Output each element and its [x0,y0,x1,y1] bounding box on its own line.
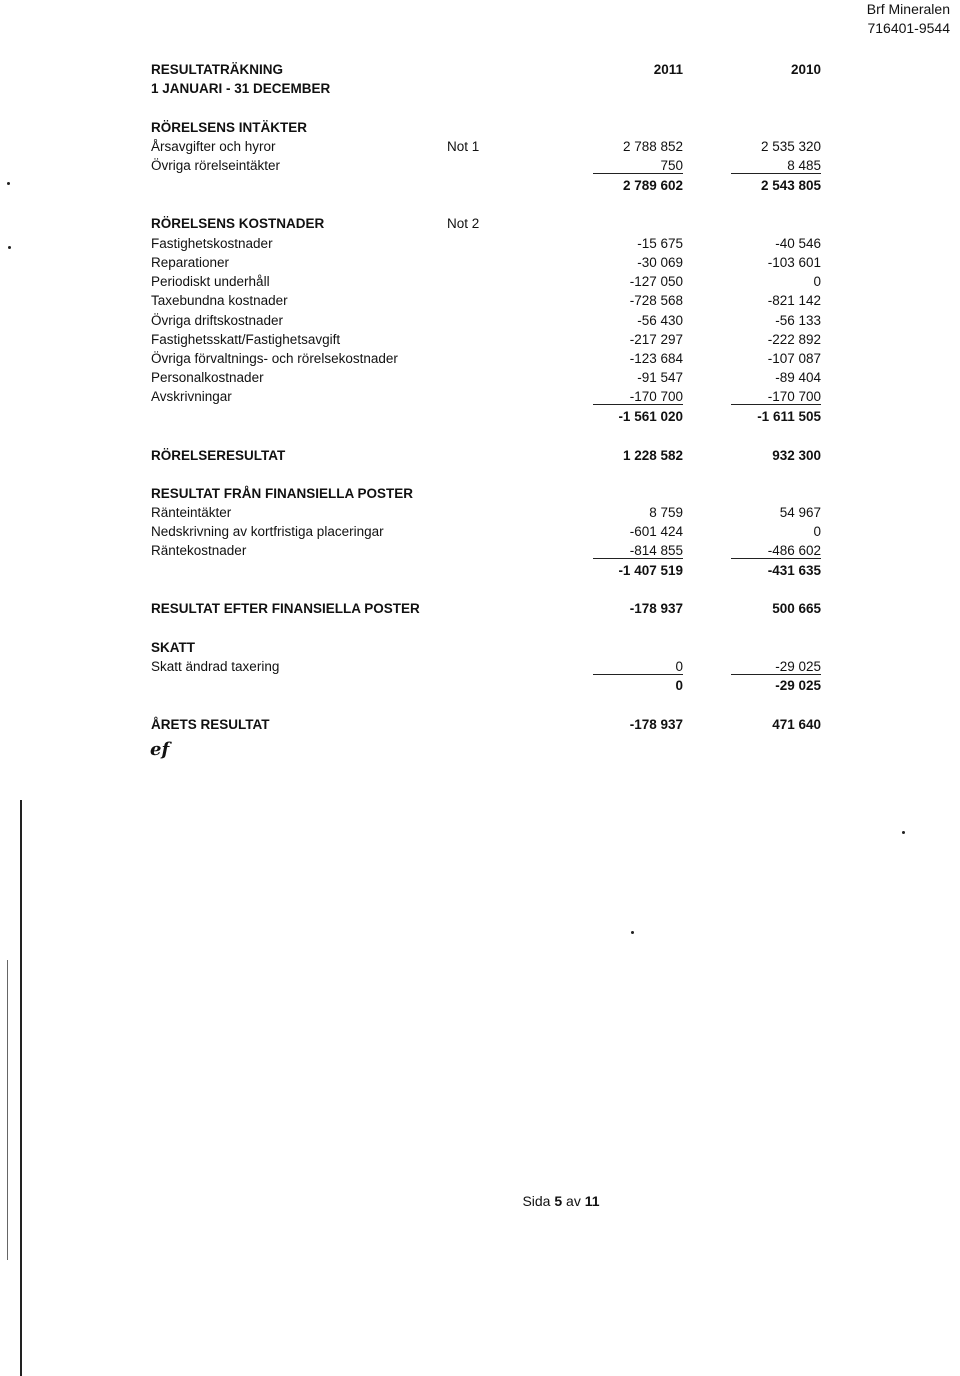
scan-dot [631,931,634,934]
page-total: 11 [584,1193,600,1209]
operating-result-2010: 932 300 [772,448,821,463]
cost-row-label: Övriga driftskostnader [151,313,284,328]
year-result-2011: -178 937 [629,717,683,732]
cost-row-2011: -170 700 [593,389,683,405]
cost-row-2011: -30 069 [637,255,683,270]
statement-period: 1 JANUARI - 31 DECEMBER [151,81,331,96]
financial-row-2010: 54 967 [779,505,821,520]
year-2010-header: 2010 [790,62,821,77]
tax-total-2010: -29 025 [775,678,821,693]
cost-row-2010: -170 700 [731,389,821,405]
cost-row-2011: -15 675 [637,236,683,251]
income-row-label: Årsavgifter och hyror [151,139,276,154]
cost-row-label: Periodiskt underhåll [151,274,270,289]
financial-heading: RESULTAT FRÅN FINANSIELLA POSTER [151,486,413,501]
income-row-label: Övriga rörelseintäkter [151,158,281,173]
year-2011-header: 2011 [653,62,683,77]
year-result-label: ÅRETS RESULTAT [151,717,270,732]
cost-row-2011: -56 430 [637,313,683,328]
operating-result-2011: 1 228 582 [622,448,683,463]
org-number: 716401-9544 [867,20,950,36]
income-total-2011: 2 789 602 [622,178,683,193]
tax-row-2011: 0 [593,659,683,675]
cost-row-2011: -91 547 [637,370,683,385]
page-prefix: Sida [522,1193,551,1209]
income-row-2011: 2 788 852 [622,139,683,154]
after-financial-2010: 500 665 [772,601,821,616]
income-row-2010: 2 535 320 [760,139,821,154]
cost-row-2010: 0 [813,274,821,289]
cost-row-label: Taxebundna kostnader [151,293,288,308]
financial-row-2011: 8 759 [649,505,683,520]
tax-total-2011: 0 [675,678,683,693]
tax-row-label: Skatt ändrad taxering [151,659,280,674]
financial-row-2010: -486 602 [731,543,821,559]
cost-row-2010: -107 087 [767,351,821,366]
cost-row-label: Avskrivningar [151,389,232,404]
operating-result-label: RÖRELSERESULTAT [151,448,286,463]
tax-row-2010: -29 025 [731,659,821,675]
scan-dot [902,831,905,834]
cost-row-label: Personalkostnader [151,370,264,385]
cost-row-label: Fastighetskostnader [151,236,273,251]
cost-row-2011: -127 050 [629,274,683,289]
cost-row-2010: -821 142 [767,293,821,308]
page-of: av [566,1193,581,1209]
cost-row-label: Fastighetsskatt/Fastighetsavgift [151,332,341,347]
income-heading: RÖRELSENS INTÄKTER [151,120,308,135]
financial-total-2011: -1 407 519 [618,563,683,578]
cost-row-2010: -56 133 [775,313,821,328]
scan-margin-line [20,800,22,1376]
handwritten-initials: ef [150,739,170,760]
income-total-2010: 2 543 805 [760,178,821,193]
org-name: Brf Mineralen [866,1,950,17]
after-financial-label: RESULTAT EFTER FINANSIELLA POSTER [151,601,420,616]
financial-row-2011: -814 855 [593,543,683,559]
income-row-2011: 750 [593,158,683,174]
cost-row-2010: -40 546 [775,236,821,251]
cost-row-2011: -728 568 [629,293,683,308]
cost-row-2010: -103 601 [767,255,821,270]
cost-row-2010: -89 404 [775,370,821,385]
financial-total-2010: -431 635 [767,563,821,578]
year-result-2010: 471 640 [772,717,821,732]
statement-title: RESULTATRÄKNING [151,62,283,77]
cost-row-2011: -123 684 [629,351,683,366]
page-footer [0,1193,960,1209]
scan-margin-line-faint [7,960,8,1260]
cost-row-2010: -222 892 [767,332,821,347]
income-row-2010: 8 485 [731,158,821,174]
financial-row-label: Räntekostnader [151,543,247,558]
scan-dot [7,182,10,185]
costs-total-2010: -1 611 505 [757,409,821,424]
financial-row-label: Nedskrivning av kortfristiga placeringar [151,524,384,539]
cost-row-2011: -217 297 [629,332,683,347]
org-header [867,0,950,38]
tax-heading: SKATT [151,640,195,655]
financial-row-2010: 0 [813,524,821,539]
cost-row-label: Övriga förvaltnings- och rörelsekostnader [151,351,398,366]
costs-note: Not 2 [447,216,480,231]
financial-row-label: Ränteintäkter [151,505,232,520]
costs-total-2011: -1 561 020 [618,409,683,424]
costs-heading: RÖRELSENS KOSTNADER [151,216,325,231]
after-financial-2011: -178 937 [629,601,683,616]
scan-dot [8,246,11,249]
income-row-note: Not 1 [447,139,480,154]
financial-row-2011: -601 424 [629,524,683,539]
page-number: 5 [554,1193,563,1209]
cost-row-label: Reparationer [151,255,230,270]
